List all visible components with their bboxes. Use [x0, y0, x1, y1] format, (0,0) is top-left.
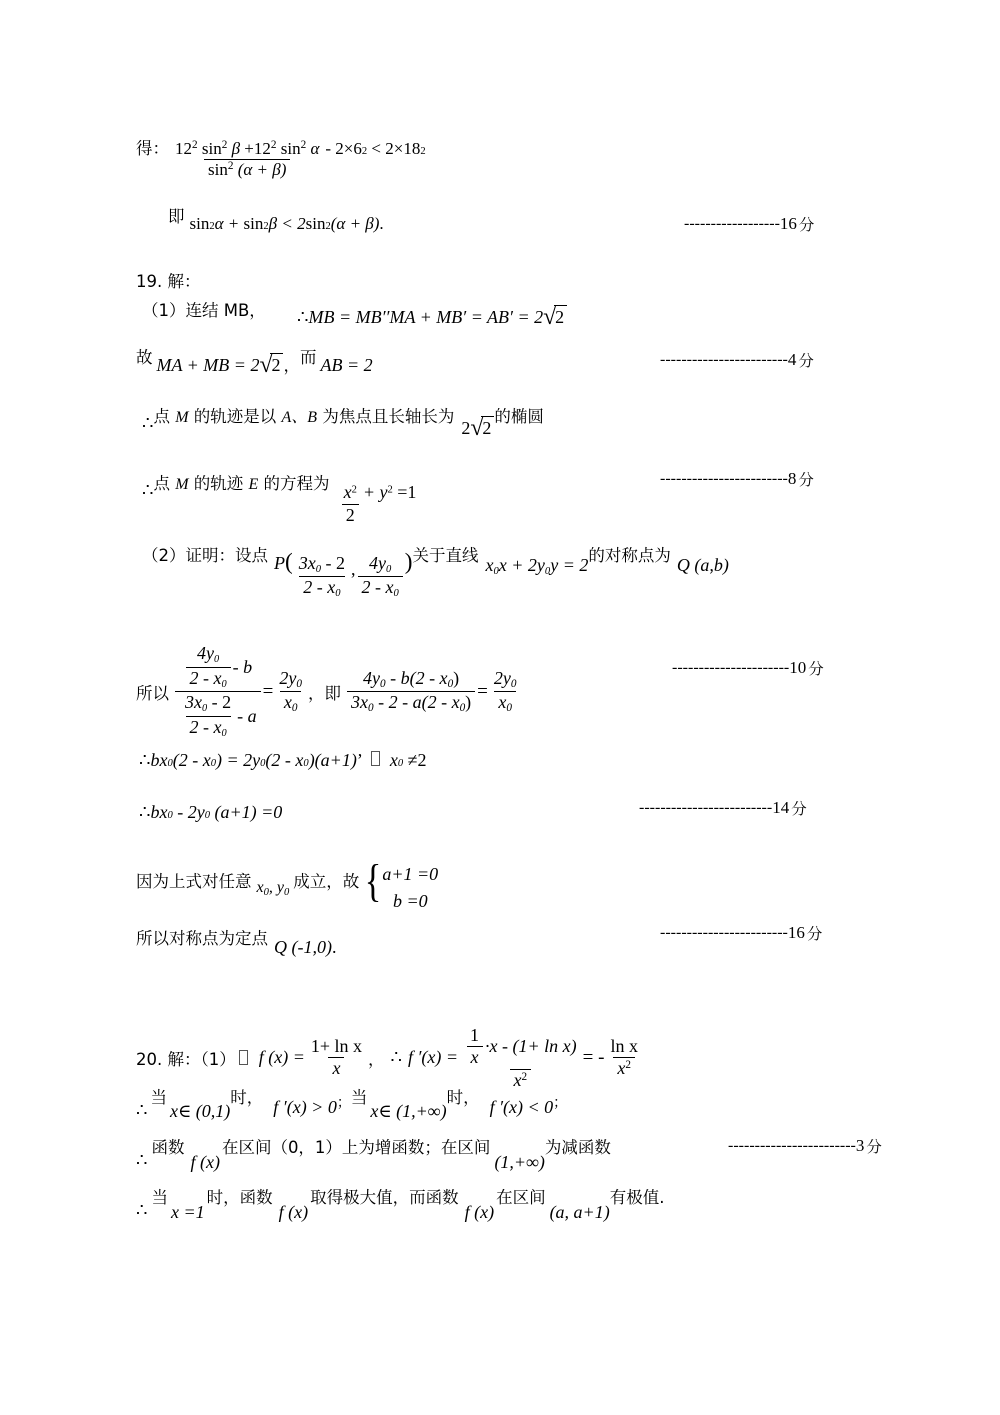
rhs-den-sub: 0 — [291, 702, 298, 715]
bd-minus-a: - a — [237, 706, 257, 727]
fx-fraction — [307, 1037, 366, 1078]
dres-den: x — [617, 1058, 626, 1079]
p-f1-num: 3x — [298, 553, 316, 573]
line4-fx-1: f (x) — [278, 1202, 309, 1222]
interval-1: x∈ (0,1) — [169, 1101, 231, 1121]
line3-text-b: 的轨迹是以 — [188, 407, 282, 426]
problem19-eq-a — [139, 750, 427, 771]
problem18-line2 — [168, 207, 384, 234]
because-text-b: 成立，故 — [293, 872, 360, 891]
fraction-denominator — [467, 1046, 483, 1067]
eq1-mb: MB = MB′ — [308, 307, 386, 327]
score-dashes: ------------------------ — [660, 351, 788, 368]
system-rows — [382, 861, 438, 915]
point-q: Q (a,b) — [676, 555, 729, 575]
score-dashes: ---------------------- — [672, 659, 790, 676]
fx-comma: ， — [368, 1049, 385, 1069]
fx-label: f (x) = — [258, 1047, 305, 1068]
bd-den: 2 - x — [189, 717, 222, 738]
bn-num: 4y — [196, 643, 214, 663]
problem19-line4 — [142, 470, 417, 525]
line-eq-rest-sub: 0 — [544, 565, 551, 577]
score-points: 8 — [787, 469, 797, 488]
eqb-tail2: (a+1) =0 — [210, 802, 283, 822]
eqa-tail3: (2 - x — [265, 750, 304, 770]
score-points: 4 — [787, 350, 797, 369]
semicolon-2: ； — [553, 1095, 568, 1111]
therefore-icon: ∴ — [136, 1100, 148, 1120]
sf-den-tail2: ) — [465, 692, 472, 713]
therefore-icon: ∴ — [297, 307, 309, 327]
rhs-num: 2y — [279, 667, 297, 688]
eqa-cond: x — [389, 750, 398, 770]
er-label: 而 — [299, 348, 317, 367]
p-f2-num-sub: 0 — [386, 563, 392, 575]
num-12a-sup: 2 — [192, 139, 198, 152]
line-eq-rest: x + 2y — [498, 555, 545, 575]
num-plus: + — [244, 139, 254, 158]
bd-num-sub: 0 — [202, 703, 208, 715]
bd-num: 3x — [185, 692, 202, 713]
sqrt-icon-2 — [259, 353, 283, 376]
p-f1-den-sub: 0 — [335, 587, 341, 599]
score-marker-4 — [660, 349, 814, 371]
problem18-tail-expr: - 2×6 — [325, 139, 362, 158]
problem20-label: 20. 解：（1） — [136, 1049, 236, 1069]
part1-label: （1）连结 MB， — [142, 301, 266, 320]
line4-rest: + y — [362, 482, 388, 502]
score-marker-3 — [728, 1135, 882, 1157]
bn-den-sub: 0 — [221, 678, 227, 690]
second-fraction — [347, 669, 475, 716]
p-fraction-y — [358, 554, 403, 599]
compound-fraction — [175, 644, 261, 740]
score-dashes: ------------------------ — [728, 1137, 856, 1154]
p18-l2-sin-c: sin — [305, 214, 326, 233]
den-arg: (α + β) — [237, 159, 287, 179]
sf-num: 4y — [362, 667, 380, 688]
score-marker-14 — [639, 797, 807, 819]
sqrt-body: 2 — [554, 305, 567, 328]
sqrt-body: 2 — [481, 416, 494, 439]
sqrt-icon — [543, 305, 567, 328]
condition-1: f ′(x) > 0 — [273, 1097, 337, 1117]
gu-label: 故 — [136, 348, 153, 367]
fraction-denominator — [280, 691, 302, 715]
eqa-tail2-sub: 0 — [260, 758, 266, 769]
p18-l2-sin-b: sin — [243, 214, 264, 233]
frac-num-x: x — [343, 482, 352, 502]
p-fraction-x — [295, 554, 349, 599]
line3-text-c: 为焦点且长轴长为 — [317, 407, 455, 426]
fraction-numerator — [193, 644, 223, 667]
fraction-numerator — [490, 669, 521, 692]
deriv-equals: = - — [582, 1046, 605, 1068]
eqa-tail3-sub: 0 — [303, 758, 309, 769]
problem18-tail-sup2: 2 — [420, 146, 426, 157]
p18-l2-sup-c: 2 — [325, 221, 331, 232]
score-dashes: ------------------ — [684, 215, 780, 232]
score-unit: 分 — [791, 800, 807, 818]
conclusion-text: 所以对称点为定点 — [136, 929, 268, 948]
bd-num-tail: - 2 — [207, 692, 232, 713]
inner-fraction-top — [186, 644, 231, 690]
line-eq-x: x — [485, 555, 494, 575]
problem20-line3 — [136, 1138, 611, 1172]
den-sin: sin — [207, 159, 228, 179]
eqa-cond-tail: ≠2 — [403, 750, 427, 770]
missing-glyph-icon — [239, 1050, 248, 1065]
frac-num-sup: 2 — [351, 484, 357, 496]
score-marker-16b — [660, 922, 822, 944]
fraction-numerator — [365, 554, 395, 576]
fraction-denominator — [328, 1057, 344, 1078]
score-dashes: ------------------------ — [660, 470, 788, 487]
bd-den-sub: 0 — [221, 728, 227, 740]
dres-den-sup: 2 — [625, 1059, 631, 1072]
p-f2-num: 4y — [369, 553, 386, 573]
eqb-tail: - 2y — [172, 802, 205, 822]
problem19-because-line — [136, 855, 438, 909]
line3-text-d: 的椭圆 — [494, 407, 544, 426]
line4-text-a: 点 — [153, 474, 176, 493]
fraction-denominator — [494, 691, 516, 715]
score-points: 16 — [779, 214, 797, 233]
fraction-numerator — [460, 1026, 581, 1069]
problem19-part1-label — [142, 297, 266, 321]
suoyi-label: 所以 — [136, 683, 169, 703]
therefore-icon: ∴ — [139, 750, 151, 770]
line4-m: M — [175, 476, 189, 493]
score-dashes: ------------------------ — [660, 924, 788, 941]
condition-2: f ′(x) < 0 — [489, 1097, 554, 1117]
p18-l2-beta: β < 2 — [268, 214, 306, 233]
line4-text-a: 取得极大值，而函数 — [310, 1188, 459, 1207]
line4-x-value: x =1 — [170, 1202, 205, 1222]
sf-num-tail-sub: 0 — [447, 677, 454, 690]
srhs-num-sub: 0 — [510, 677, 517, 690]
line3-m: M — [175, 409, 189, 426]
problem18-line1 — [136, 135, 426, 179]
num-sin1-sup: 2 — [221, 139, 228, 152]
bn-minus-b: - b — [232, 656, 253, 677]
radical-sign: √ — [259, 351, 273, 378]
second-rhs-fraction — [490, 669, 521, 716]
score-unit: 分 — [798, 216, 815, 234]
srhs-den: x — [498, 692, 507, 713]
conclusion-q: Q (-1,0) — [274, 937, 332, 957]
sqrt-body: 2 — [270, 353, 283, 376]
because-y: , y — [268, 878, 284, 896]
line3-fx: f (x) — [190, 1152, 220, 1172]
fraction-numerator — [606, 1037, 642, 1057]
dang-label-2: 当 — [350, 1088, 368, 1107]
deriv-den: x — [513, 1069, 522, 1090]
because-x: x — [256, 878, 264, 896]
rhs-den: x — [283, 692, 292, 713]
score-unit: 分 — [808, 660, 824, 678]
sf-den-tail: - 2 - a(2 - x — [373, 692, 460, 713]
fraction-denominator — [342, 504, 359, 526]
num-beta: β — [231, 139, 241, 158]
compound-numerator — [180, 644, 257, 691]
shi-label-2: 时， — [446, 1088, 480, 1107]
left-brace-icon: { — [365, 855, 382, 906]
srhs-num: 2y — [493, 667, 511, 688]
fraction-numerator — [181, 693, 235, 716]
p18-l2-sin-a: sin — [189, 214, 210, 233]
symmetric-text: 的对称点为 — [588, 546, 671, 565]
score-points: 10 — [789, 658, 807, 677]
dres-num: ln x — [610, 1036, 638, 1057]
fraction-numerator — [359, 669, 463, 692]
shi-label-1: 时， — [230, 1088, 264, 1107]
sf-num-tail: - b(2 - x — [385, 667, 448, 688]
num-12b-sup: 2 — [270, 139, 277, 152]
therefore-icon: ∴ — [136, 1150, 148, 1170]
problem18-tail-sup1: 2 — [361, 146, 368, 157]
line4-text-b: 在区间 — [496, 1188, 546, 1207]
problem18-lead-label: 得： — [136, 139, 169, 158]
inner-fraction-bottom — [181, 693, 235, 739]
line4-eq: =1 — [392, 482, 417, 502]
score-unit: 分 — [806, 925, 823, 943]
fraction-numerator — [275, 669, 306, 692]
p18-l2-arg: (α + β) — [330, 214, 380, 233]
score-unit: 分 — [866, 1138, 882, 1156]
score-marker-10 — [672, 657, 824, 679]
score-unit: 分 — [798, 471, 814, 489]
p18-l2-sup-a: 2 — [209, 221, 215, 232]
compound-denominator — [175, 691, 261, 739]
problem19-line3 — [142, 403, 544, 441]
radical-sign: √ — [543, 303, 557, 330]
rhs-fraction — [275, 669, 306, 716]
p-f1-den: 2 - x — [303, 577, 336, 598]
p-f2-den: 2 - x — [361, 577, 394, 598]
line-eq-tail: y = 2 — [550, 555, 589, 575]
num-sin2-sup: 2 — [300, 139, 307, 152]
fraction-denominator — [347, 691, 475, 715]
fraction-numerator — [295, 554, 349, 576]
fraction-numerator — [466, 1026, 483, 1046]
line3-text-a: 点 — [153, 407, 176, 426]
system-of-equations — [362, 855, 439, 915]
problem19-number — [136, 268, 201, 292]
eqb-bx: bx — [150, 802, 168, 822]
problem19-compound-eq — [136, 622, 523, 740]
score-marker-8 — [660, 468, 814, 490]
dang-label: 当 — [151, 1188, 168, 1207]
radical-sign: √ — [470, 414, 484, 441]
system-row-1: a+1 =0 — [382, 864, 439, 884]
inner-fraction-1-over-x — [466, 1026, 483, 1068]
eqb-bx-sub: 0 — [167, 810, 173, 821]
problem18-ji-label: 即 — [168, 207, 185, 226]
line-eq-x-sub: 0 — [493, 565, 499, 577]
line3-coef: 2 — [461, 418, 471, 438]
eqb-tail-sub: 0 — [204, 810, 210, 821]
problem20-line4 — [136, 1188, 665, 1222]
line3-text-c: 为减函数 — [544, 1138, 611, 1157]
line4-fraction — [340, 483, 361, 526]
because-vars — [257, 879, 290, 898]
eqa-tail: (2 - x — [172, 750, 211, 770]
p18-l2-period: . — [379, 214, 384, 233]
fraction-denominator — [510, 1069, 532, 1090]
comma-ji-label: ，即 — [307, 683, 341, 703]
fraction-numerator — [307, 1037, 366, 1057]
score-points: 16 — [787, 923, 805, 942]
num-12b: 12 — [253, 139, 271, 158]
eqa-cond-sub: 0 — [397, 758, 404, 769]
p-close-paren: ) — [404, 549, 413, 575]
eqa-prime: ’ — [356, 750, 363, 770]
sf-num-sub: 0 — [379, 677, 386, 690]
fraction-denominator — [358, 576, 403, 599]
p18-l2-alpha: α + — [214, 214, 244, 233]
line3-interval: (1,+∞) — [494, 1152, 545, 1172]
problem19-line2 — [136, 348, 373, 378]
fraction-denominator — [204, 159, 290, 179]
deriv-num-rest: ·x - (1+ ln x) — [485, 1036, 577, 1057]
missing-glyph-icon — [371, 751, 380, 766]
problem19-label: 19. 解： — [136, 272, 201, 291]
fprime-label: f ′(x) = — [407, 1047, 459, 1068]
problem19-conclusion — [136, 925, 337, 957]
score-points: 3 — [855, 1136, 865, 1155]
conclusion-period: . — [331, 937, 337, 957]
therefore-icon: ∴ — [142, 480, 154, 500]
therefore-icon: ∴ — [390, 1047, 402, 1068]
sf-num-tail2: ) — [453, 667, 460, 688]
fx-num: 1+ ln x — [310, 1036, 363, 1057]
equals-sign-2: = — [477, 680, 488, 702]
line2-ma-mb: MA + MB = 2 — [156, 355, 260, 375]
line4-rest-sup: 2 — [387, 484, 393, 496]
line3-text-b: 在区间（0，1）上为增函数；在区间 — [221, 1138, 491, 1157]
srhs-den-sub: 0 — [506, 702, 512, 715]
fraction-numerator — [171, 140, 323, 159]
bn-den: 2 - x — [189, 667, 222, 688]
problem18-fraction — [171, 140, 323, 179]
line2-ab: AB = 2 — [320, 355, 373, 375]
line4-rest-wrap — [363, 482, 417, 503]
sf-den-sub: 0 — [367, 702, 374, 715]
equals-sign: = — [262, 680, 274, 702]
because-y-sub: 0 — [284, 886, 290, 898]
line4-text-c: 的方程为 — [258, 474, 330, 493]
line3-ab: A、B — [281, 409, 318, 426]
eqa-bx-sub: 0 — [167, 758, 173, 769]
score-unit: 分 — [798, 352, 814, 370]
problem19-eq-b — [139, 802, 282, 823]
num-12a: 12 — [175, 139, 192, 158]
eq1-rest: ′MA + MB′ = AB′ = 2 — [385, 307, 544, 327]
semicolon-1: ； — [336, 1095, 351, 1111]
p-f1-num-sub: 0 — [315, 563, 322, 575]
therefore-icon: ∴ — [139, 802, 151, 822]
score-points: 14 — [772, 798, 790, 817]
p-comma: , — [351, 559, 356, 579]
eqa-tail2: ) = 2y — [216, 750, 261, 770]
line-equation — [486, 555, 589, 577]
line3-text-a: 函数 — [151, 1138, 185, 1157]
deriv-inner-num: 1 — [470, 1025, 480, 1045]
p18-l2-sup-b: 2 — [263, 221, 269, 232]
den-sup: 2 — [227, 160, 234, 173]
p-f2-den-sub: 0 — [393, 587, 399, 599]
interval-2: x∈ (1,+∞) — [370, 1101, 447, 1121]
point-p-name: P — [274, 553, 285, 573]
line4-e: E — [248, 476, 259, 493]
therefore-icon: ∴ — [136, 1200, 148, 1220]
system-row-2: b =0 — [392, 891, 428, 911]
line4-text-b: 的轨迹 — [188, 474, 249, 493]
line2-comma: ， — [283, 356, 300, 375]
deriv-inner-den: x — [470, 1047, 479, 1068]
fraction-denominator — [186, 716, 231, 740]
line4-interval: (a, a+1) — [549, 1202, 610, 1222]
derivative-fraction — [460, 1026, 581, 1090]
because-text-a: 因为上式对任意 — [136, 872, 252, 891]
frac-den: 2 — [345, 504, 355, 525]
problem19-part2-line1 — [142, 541, 729, 599]
fraction-denominator — [186, 667, 231, 691]
about-line-text: 关于直线 — [412, 546, 479, 565]
problem18-tail-mid: < 2×18 — [367, 139, 421, 158]
p-open-paren: ( — [285, 549, 293, 575]
because-x-sub: 0 — [263, 886, 269, 898]
derivative-result-fraction — [606, 1037, 642, 1078]
therefore-icon: ∴ — [142, 413, 154, 433]
num-sin1: sin — [201, 139, 222, 158]
line4-fx-2: f (x) — [464, 1202, 495, 1222]
eqa-tail-sub: 0 — [210, 758, 216, 769]
num-alpha: α — [310, 139, 320, 158]
part2-label: （2）证明：设点 — [142, 546, 268, 565]
fraction-denominator — [613, 1057, 635, 1078]
fraction-numerator — [340, 483, 361, 504]
sf-den: 3x — [350, 692, 368, 713]
sf-den-tail-sub: 0 — [459, 702, 466, 715]
eqa-tail4: )(a+1) — [308, 750, 357, 770]
line4-shi-text: 时，函数 — [206, 1188, 273, 1207]
score-dashes: ------------------------- — [639, 799, 773, 816]
dang-label-1: 当 — [150, 1088, 167, 1107]
eqa-bx: bx — [150, 750, 168, 770]
sqrt-icon-3 — [470, 416, 494, 439]
rhs-num-sub: 0 — [296, 677, 302, 690]
fraction-denominator — [299, 576, 344, 599]
problem20-line2 — [136, 1088, 568, 1121]
problem19-eq1 — [297, 305, 567, 328]
score-marker-16a — [684, 213, 814, 235]
bn-num-sub: 0 — [213, 653, 220, 665]
fx-den: x — [332, 1058, 341, 1079]
num-sin2: sin — [280, 139, 301, 158]
line3-value — [461, 416, 494, 439]
p-f1-num-tail: - 2 — [321, 553, 346, 573]
problem20-line1 — [136, 1022, 644, 1090]
deriv-den-sup: 2 — [521, 1071, 528, 1084]
line4-text-c: 有极值. — [609, 1188, 665, 1207]
